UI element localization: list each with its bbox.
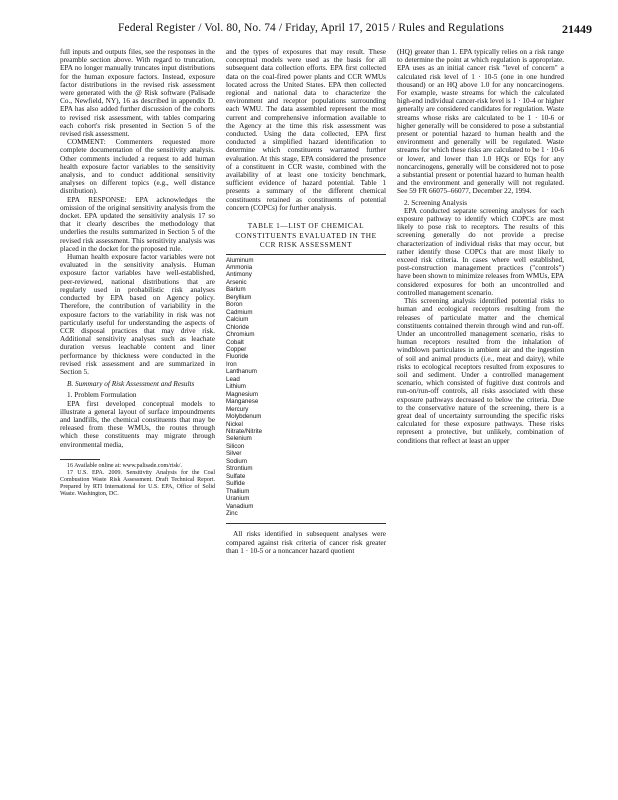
paragraph: (HQ) greater than 1. EPA typically relies on a risk range to determine the point at which regulation is appropriate. EPA uses as an initial cancer risk "level of concern" a calculated risk level of 1 · 10-5 (one in one hundred thousand) or an HQ above 1.0 for any noncarcinogens. For example, waste streams for which the calculated high-end individual cancer-risk level is 1 · 10-4 or higher generally are considered candidates for regulation. Waste streams whose risks are calculated to be 1 · 10-6 or higher generally will be considered to pose a substantial present or potential hazard to human health and the environment and generally will be regulated. Waste streams for which these risks are calculated to be 1 · 10-6 or lower, and lower than 1.0 HQs or EQs for any noncarcinogens, generally will be considered not to pose a substantial present or potential hazard to human health and the environment and generally will not regulated. See 59 FR 66075–66077, December 22, 1994.: [397, 48, 564, 196]
table-row: Nickel: [226, 420, 243, 428]
paragraph: full inputs and outputs files, see the responses in the preamble section above. With regard to truncation, EPA no longer manually truncates input distributions for the human exposure factors. Instead, exposure factor distributions in the revised risk assessment were generated with the @ Risk software (Palisade Co., Newfield, NY), 16 as described in appendix D. EPA has also added further discussion of the cohorts to revised risk assessment, with tables comparing each cohort's risk presented in Section 5 of the revised risk assessment.: [60, 48, 215, 139]
paragraph: All risks identified in subsequent analyses were compared against risk criteria of cancer risk greater than 1 · 10-5 or a noncancer hazard quotient: [226, 530, 386, 555]
table-row: Silver: [226, 450, 242, 458]
paragraph: EPA first developed conceptual models to illustrate a general layout of surface impoundments and landfills, the chemical constituents that may be released from these WMUs, the routes through which these constituents may migrate through environmental media,: [60, 399, 215, 449]
table-row: Cobalt: [226, 338, 244, 346]
table-row: Barium: [226, 286, 246, 294]
table-row: Silicon: [226, 442, 245, 450]
table-row: Nitrate/Nitrite: [226, 427, 263, 435]
table-row: Sulfate: [226, 472, 246, 480]
table-row: Vanadium: [226, 502, 254, 510]
table-row: Beryllium: [226, 293, 252, 301]
running-head: Federal Register / Vol. 80, No. 74 / Friday, April 17, 2015 / Rules and Regulations: [118, 22, 504, 34]
table-row: Manganese: [226, 398, 259, 406]
table-row: Aluminum: [226, 256, 254, 264]
footnote-divider: [60, 459, 100, 460]
paragraph: EPA conducted separate screening analyses for each exposure pathway to identify which COPCs are most likely to pose risk to receptors. The results of this screening generally do not provide a precise characterization of individual risks that may occur, but rather identify those COPCs that are most likely to exceed risk criteria. In cases where well established, post-construction management practices ("controls") have been shown to minimize releases from WMUs, EPA considered exposures for both an uncontrolled and controlled management scenario.: [397, 206, 564, 297]
table-row: Ammonia: [226, 264, 253, 272]
constituent-list: [226, 257, 386, 518]
table-rule: [226, 254, 386, 255]
table-row: Uranium: [226, 495, 250, 503]
column-1: [60, 48, 215, 498]
column-3: [397, 48, 564, 445]
table-row: Arsenic: [226, 278, 247, 286]
table-row: Iron: [226, 360, 237, 368]
table-rule: [226, 523, 386, 524]
subsection-heading: 2. Screening Analysis: [404, 198, 468, 207]
table-row: Sodium: [226, 457, 247, 465]
table-row: Cadmium: [226, 308, 253, 316]
table-row: Molybdenum: [226, 413, 262, 421]
paragraph: and the types of exposures that may result. These conceptual models were used as the basis for all subsequent data collection efforts. EPA first collected data on the coal-fired power plants and CCR WMUs located across the United States. EPA then collected regional and national data to characterize the environment and receptor populations surrounding each WMU. The data assembled represent the most current and comprehensive information available to the Agency at the time this risk assessment was conducted. Using the data collected, EPA first conducted a simplified hazard identification to determine which constituents warranted further evaluation. At this stage, EPA considered the presence of a constituent in CCR waste, combined with the availability of at least one toxicity benchmark, sufficient evidence of hazard potential. Table 1 presents a summary of the different chemical constituents retained as constituents of potential concern (COPCs) for further analysis.: [226, 48, 386, 212]
page-header: [0, 22, 618, 38]
table-row: Mercury: [226, 405, 249, 413]
table-row: Calcium: [226, 316, 249, 324]
paragraph: Human health exposure factor variables were not evaluated in the sensitivity analysis. Human exposure factor variables have well-established, peer-reviewed, national distributions that are regularly used in probabilistic risk analyses conducted by EPA based on Agency policy. Therefore, the contribution of variability in the exposure factors to the variability in risk was not particularly useful for understanding the aspects of CCR disposal practices that may drive risk. Additional sensitivity analyses such as leachate duration versus leachable content and liner performance by thickness were conducted in the revised risk assessment and are summarized in Section 5.: [60, 253, 215, 376]
table-row: Copper: [226, 346, 247, 353]
table-row: Chromium: [226, 331, 255, 339]
paragraph: This screening analysis identified potential risks to human and ecological receptors resulting from the releases of particulate matter and the chemical constituents contained therein through wind and run-off. Under an uncontrolled management scenario, risks to human receptors resulted from the inhalation of windblown particulates in ambient air and the ingestion of soil and animal products (i.e., meat and dairy), while risks to ecological receptors resulted from exposures to soil and sediment. Under a controlled management scenario, which consisted of fugitive dust controls and run-on/run-off controls, all risks associated with these exposure pathways decreased to below the criteria. Due to the conservative nature of the screening, there is a great deal of uncertainty surrounding the specific risks calculated for these exposure pathways. These risks represent a protective, but unlikely, combination of conditions that reflect at least an upper: [397, 297, 564, 445]
table-row: Selenium: [226, 435, 252, 443]
table-row: Fluoride: [226, 353, 249, 361]
section-heading: B. Summary of Risk Assessment and Results: [67, 380, 195, 389]
table-row: Sulfide: [226, 480, 245, 488]
table-title: TABLE 1—LIST OF CHEMICAL CONSTITUENTS EVALUATED IN THE CCR RISK ASSESSMENT: [235, 221, 377, 250]
table-row: Lead: [226, 375, 240, 383]
column-2: [226, 48, 386, 555]
table-row: Magnesium: [226, 390, 258, 398]
table-row: Lithium: [226, 383, 246, 391]
footnote: 17 U.S. EPA. 2009. Sensitivity Analysis for the Coal Combustion Waste Risk Assessment. Draft Technical Report. Prepared by RTI International for U.S. EPA, Office of Solid Waste. Washington, DC.: [60, 469, 215, 498]
page-number: 21449: [562, 22, 592, 36]
subsection-heading: 1. Problem Formulation: [67, 391, 137, 400]
table-row: Boron: [226, 301, 243, 309]
table-row: Thallium: [226, 487, 250, 495]
table-row: Zinc: [226, 509, 238, 517]
paragraph: EPA RESPONSE: EPA acknowledges the omission of the original sensitivity analysis from the docket. EPA updated the sensitivity analysis 17 so that it clearly describes the methodology that underlies the results summarized in Section 5 of the revised risk assessment. This sensitivity analysis was placed in the docket for the proposed rule.: [60, 195, 215, 253]
table-row: Lanthanum: [226, 368, 257, 376]
table-row: Strontium: [226, 465, 253, 473]
table-row: Antimony: [226, 271, 252, 279]
paragraph: COMMENT: Commenters requested more complete documentation of the sensitivity analysis. Other comments included a request to add human health exposure factor variables to the sensitivity analysis, and to conduct additional sensitivity analyses on different topics (e.g., well distance distribution).: [60, 138, 215, 196]
table-row: Chloride: [226, 323, 250, 331]
footnote: 16 Available online at: www.palisade.com/risk/.: [67, 462, 182, 469]
